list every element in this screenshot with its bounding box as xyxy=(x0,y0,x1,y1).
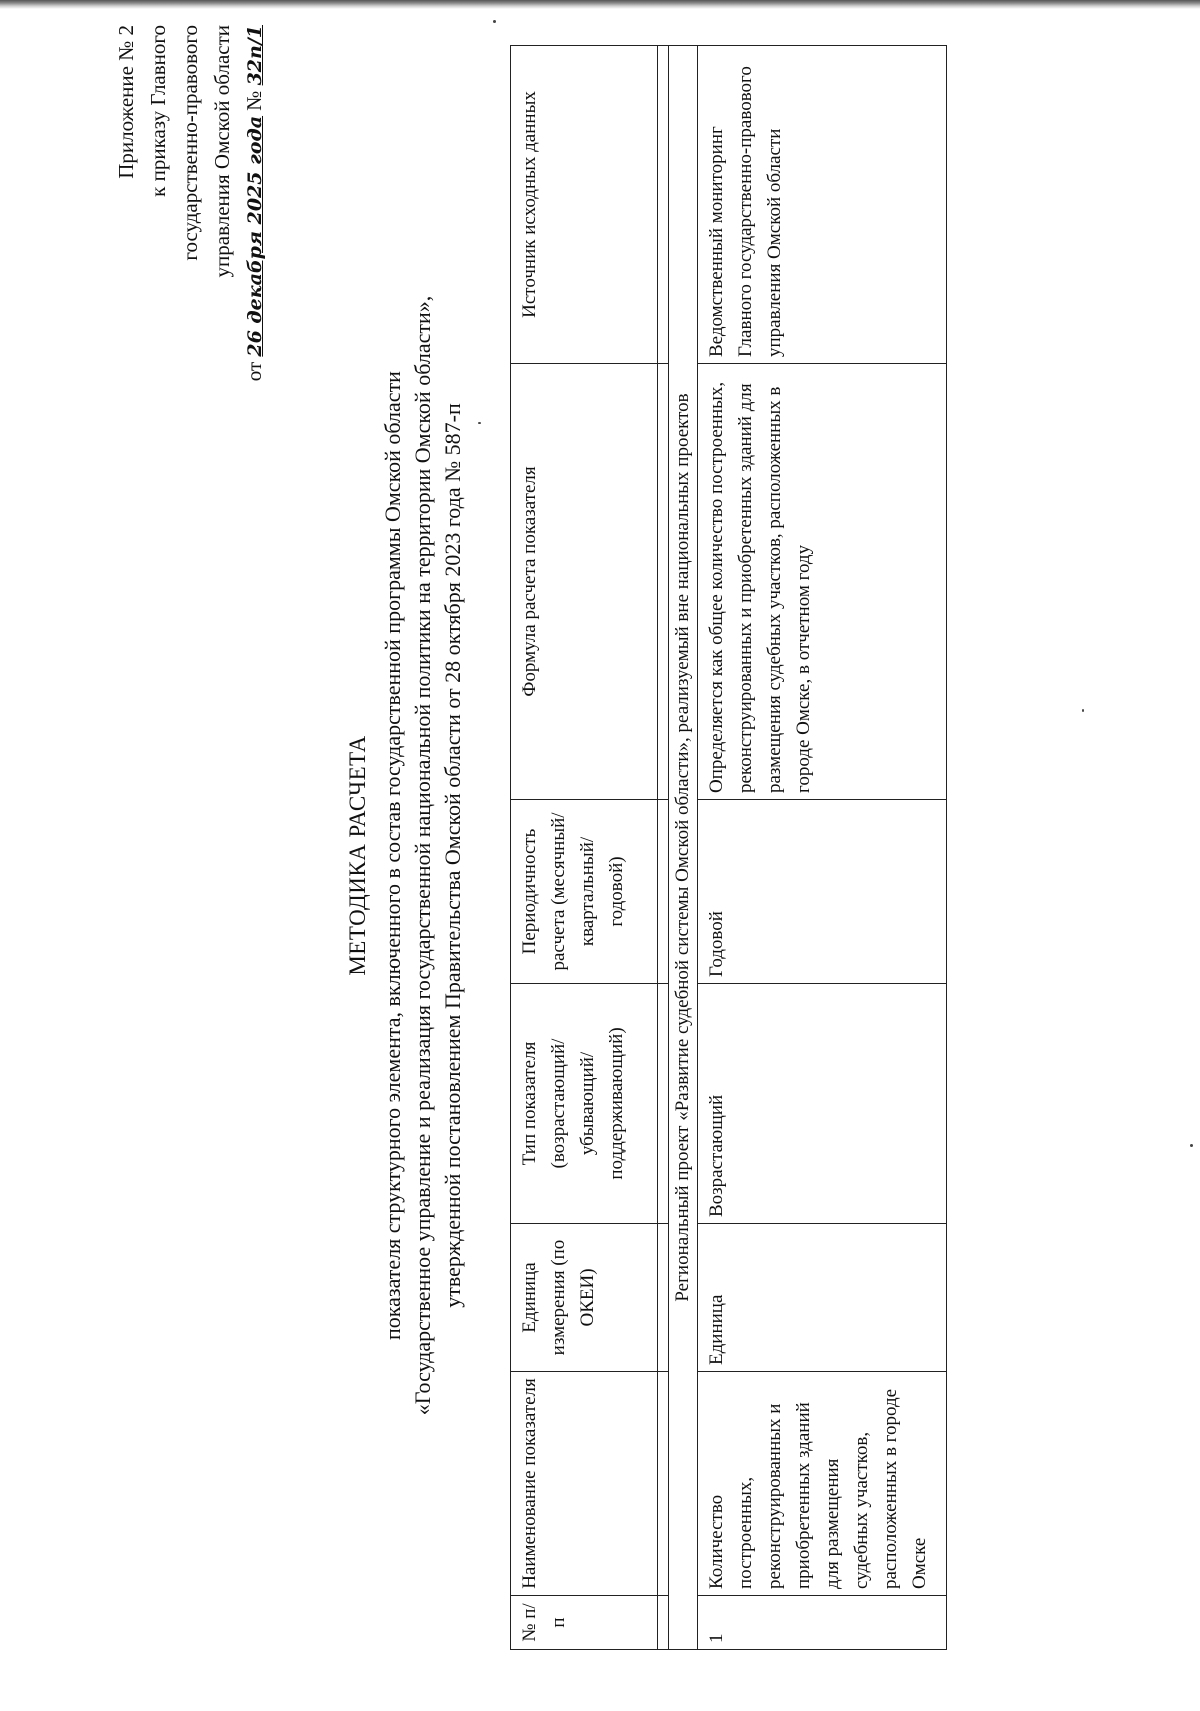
calculation-method-table xyxy=(510,45,947,1650)
subtitle-line-2: «Государственное управление и реализация государственной национальной политики на территории Омской области», xyxy=(410,295,435,1416)
spacer-cell xyxy=(658,1596,669,1650)
header-cell-source: Источник исходных данных xyxy=(511,46,658,364)
handwritten-number: 32п/1 xyxy=(244,25,266,86)
appendix-line-2: к приказу Главного xyxy=(146,25,170,197)
cell-type: Возрастающий xyxy=(698,984,947,1224)
handwritten-date: 26 декабря 2025 года xyxy=(244,115,266,357)
table-row xyxy=(698,46,947,1650)
spacer-cell xyxy=(658,1224,669,1372)
cell-source: Ведомственный мониторинг Главного государственно-правового управления Омской области xyxy=(698,46,947,364)
subtitle-line-3: утвержденной постановлением Правительства Омской области от 28 октября 2023 года № 587-п xyxy=(440,403,465,1308)
document-title: МЕТОДИКА РАСЧЕТА xyxy=(345,735,370,976)
cell-name: Количество построенных, реконструированных и приобретенных зданий для размещения судебных участков, расположенных в городе Омске xyxy=(698,1372,947,1596)
appendix-line-4: управления Омской области xyxy=(210,25,234,278)
cell-number: 1 xyxy=(698,1596,947,1650)
appendix-date-line xyxy=(238,25,271,385)
spacer-cell xyxy=(658,984,669,1224)
header-cell-type: Тип показателя (возрастающий/ убывающий/ поддерживающий) xyxy=(511,984,658,1224)
appendix-line-3: государственно-правового xyxy=(178,25,202,261)
header-cell-name: Наименование показателя xyxy=(511,1372,658,1596)
scan-speck xyxy=(1082,709,1084,712)
spacer-cell xyxy=(658,1372,669,1596)
spacer-cell xyxy=(658,800,669,984)
cell-unit: Единица xyxy=(698,1224,947,1372)
table-header-row xyxy=(511,46,658,1650)
header-cell-period: Периодичность расчета (месячный/ квартальный/ годовой) xyxy=(511,800,658,984)
subtitle-line-1: показателя структурного элемента, включенного в состав государственной программы Омской области xyxy=(380,371,405,1340)
table-section-row xyxy=(669,46,698,1650)
header-cell-unit: Единица измерения (по ОКЕИ) xyxy=(511,1224,658,1372)
appendix-line-1: Приложение № 2 xyxy=(114,25,138,179)
appendix-block xyxy=(110,25,271,385)
table-spacer-row xyxy=(658,46,669,1650)
scan-speck xyxy=(493,20,496,23)
cell-period: Годовой xyxy=(698,800,947,984)
scan-speck xyxy=(478,422,481,424)
spacer-cell xyxy=(658,364,669,800)
scan-speck xyxy=(1190,1144,1193,1147)
header-cell-number: № п/п xyxy=(511,1596,658,1650)
number-prefix: № xyxy=(242,85,266,116)
header-cell-formula: Формула расчета показателя xyxy=(511,364,658,800)
spacer-cell xyxy=(658,46,669,364)
section-title: Региональный проект «Развитие судебной системы Омской области», реализуемый вне национальных проектов xyxy=(669,46,698,1650)
cell-formula: Определяется как общее количество построенных, реконструированных и приобретенных зданий для размещения судебных участков, расположенных в городе Омске, в отчетном году xyxy=(698,364,947,800)
date-prefix: от xyxy=(242,356,266,382)
